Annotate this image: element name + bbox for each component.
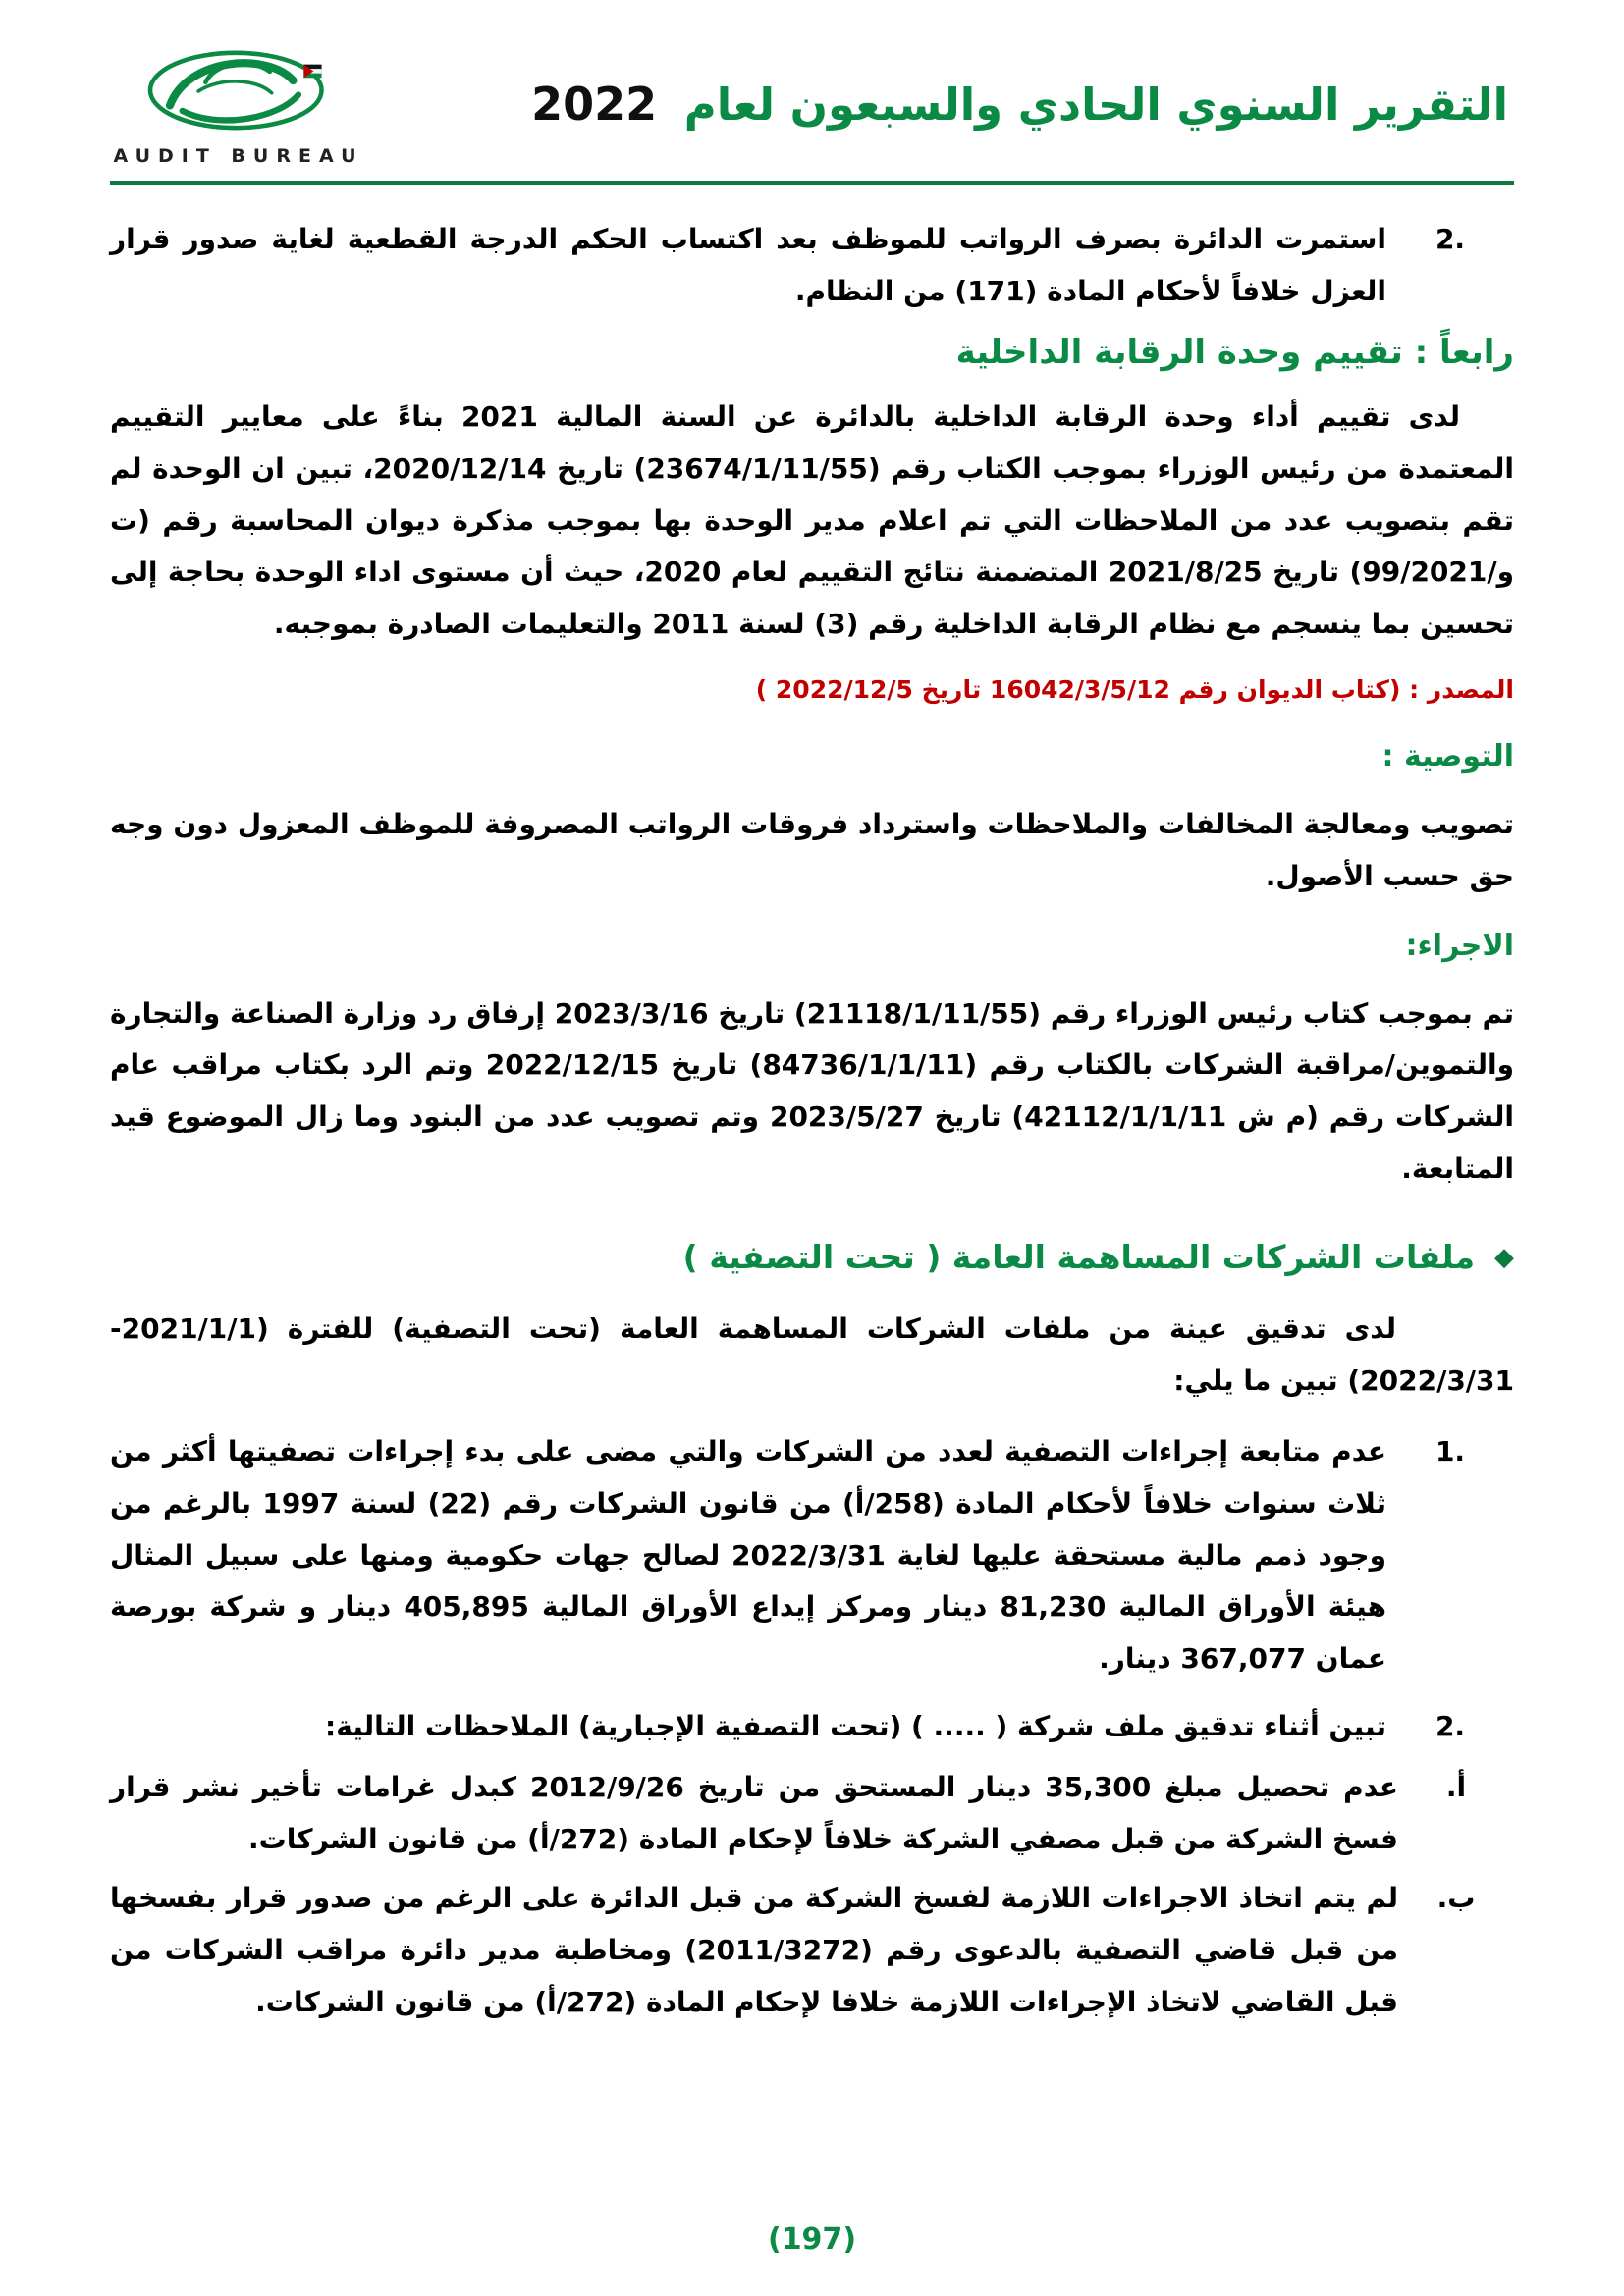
audit-bureau-logo xyxy=(113,41,364,167)
source-reference: المصدر : (كتاب الديوان رقم 16042/3/5/12 تاريخ 2022/12/5 ) xyxy=(755,675,1514,705)
jordan-flag-icon xyxy=(303,65,321,79)
companies-intro-paragraph: لدى تدقيق عينة من ملفات الشركات المساهمة العامة (تحت التصفية) للفترة (2021/1/1-2022/3/31) تبين ما يلي: xyxy=(110,1312,1514,1397)
section-heading-internal-audit: رابعاً : تقييم وحدة الرقابة الداخلية xyxy=(955,333,1514,373)
sub-list-item-letter: ب. xyxy=(1436,1882,1476,1915)
list-item xyxy=(110,214,1514,317)
sub-list-item xyxy=(110,1873,1514,2028)
recommendation-paragraph: تصويب ومعالجة المخالفات والملاحظات واسترداد فروقات الرواتب المصروفة للموظف المعزول دون وجه حق حسب الأصول. xyxy=(110,808,1514,892)
logo-english-caption: AUDIT BUREAU xyxy=(113,145,364,167)
action-paragraph: تم بموجب كتاب رئيس الوزراء رقم (21118/1/11/55) تاريخ 2023/3/16 إرفاق رد وزارة الصناعة والتجارة والتموين/مراقبة الشركات بالكتاب رقم (84736/1/1/11) تاريخ 2022/12/15 وتم الرد بكتاب مراقب عام الشركات رقم (م ش 42112/1/1/11) تاريخ 2023/5/27 وتم تصويب عدد من البنود وما زال الموضوع قيد المتابعة. xyxy=(110,996,1515,1185)
sub-list-item-text: لم يتم اتخاذ الاجراءات اللازمة لفسخ الشركة من قبل الدائرة على الرغم من صدور قرار بفسخها من قبل قاضي التصفية بالدعوى رقم (2011/3272) ومخاطبة مدير دائرة مراقب الشركات من قبل القاضي لاتخاذ الإجراءات اللازمة خلافا لإحكام المادة (272/أ) من قانون الشركات. xyxy=(110,1882,1398,2018)
list-item xyxy=(110,1426,1514,1684)
list-item-number: 2. xyxy=(1435,1709,1466,1742)
section-heading-companies: ملفات الشركات المساهمة العامة ( تحت التصفية ) xyxy=(682,1238,1475,1277)
diamond-bullet-icon: ◆ xyxy=(1494,1242,1514,1272)
sub-list-item-text: عدم تحصيل مبلغ 35,300 دينار المستحق من تاريخ 2012/9/26 كبدل غرامات تأخير نشر قرار فسخ الشركة من قبل مصفي الشركة خلافاً لإحكام المادة (272/أ) من قانون الشركات. xyxy=(110,1771,1399,1855)
report-title-arabic: التقرير السنوي الحادي والسبعون لعام xyxy=(683,79,1508,131)
report-header xyxy=(110,41,1514,177)
list-item-text: عدم متابعة إجراءات التصفية لعدد من الشركات والتي مضى على بدء إجراءات تصفيتها أكثر من ثلاث سنوات خلافاً لأحكام المادة (258/أ) من قانون الشركات رقم (22) لسنة 1997 بالرغم من وجود ذمم مالية مستحقة عليها لغاية 2022/3/31 لصالح جهات حكومية ومنها على سبيل المثال هيئة الأوراق المالية 81,230 دينار ومركز إيداع الأوراق المالية 405,895 دينار و شركة بورصة عمان 367,077 دينار. xyxy=(110,1435,1387,1675)
document-body xyxy=(110,214,1514,2028)
internal-audit-paragraph: لدى تقييم أداء وحدة الرقابة الداخلية بالدائرة عن السنة المالية 2021 بناءً على معايير التقييم المعتمدة من رئيس الوزراء بموجب الكتاب رقم (23674/1/11/55) تاريخ 2020/12/14، تبين ان الوحدة لم تقم بتصويب عدد من الملاحظات التي تم اعلام مدير الوحدة بها بموجب مذكرة ديوان المحاسبة رقم (ت و/99/2021) تاريخ 2021/8/25 المتضمنة نتائج التقييم لعام 2020، حيث أن مستوى اداء الوحدة بحاجة إلى تحسين بما ينسجم مع نظام الرقابة الداخلية رقم (3) لسنة 2011 والتعليمات الصادرة بموجبه. xyxy=(110,400,1515,640)
sub-list-item xyxy=(110,1762,1514,1865)
recommendation-label: التوصية : xyxy=(1381,739,1514,774)
report-title-year: 2022 xyxy=(531,78,658,131)
action-label: الاجراء: xyxy=(1405,928,1514,963)
header-divider xyxy=(110,181,1514,185)
list-item-text: تبين أثناء تدقيق ملف شركة ( ..... ) (تحت التصفية الإجبارية) الملاحظات التالية: xyxy=(325,1709,1386,1742)
section-heading-companies-row xyxy=(110,1238,1514,1276)
list-item xyxy=(110,1701,1514,1753)
report-title xyxy=(531,78,1508,131)
list-item-number: 2. xyxy=(1435,223,1466,255)
audit-bureau-seal-icon xyxy=(126,41,352,143)
page-number: (197) xyxy=(767,2222,857,2257)
list-item-number: 1. xyxy=(1435,1435,1466,1468)
sub-list-item-letter: أ. xyxy=(1445,1771,1467,1804)
list-item-text: استمرت الدائرة بصرف الرواتب للموظف بعد اكتساب الحكم الدرجة القطعية لغاية صدور قرار العزل خلافاً لأحكام المادة (171) من النظام. xyxy=(110,223,1386,307)
